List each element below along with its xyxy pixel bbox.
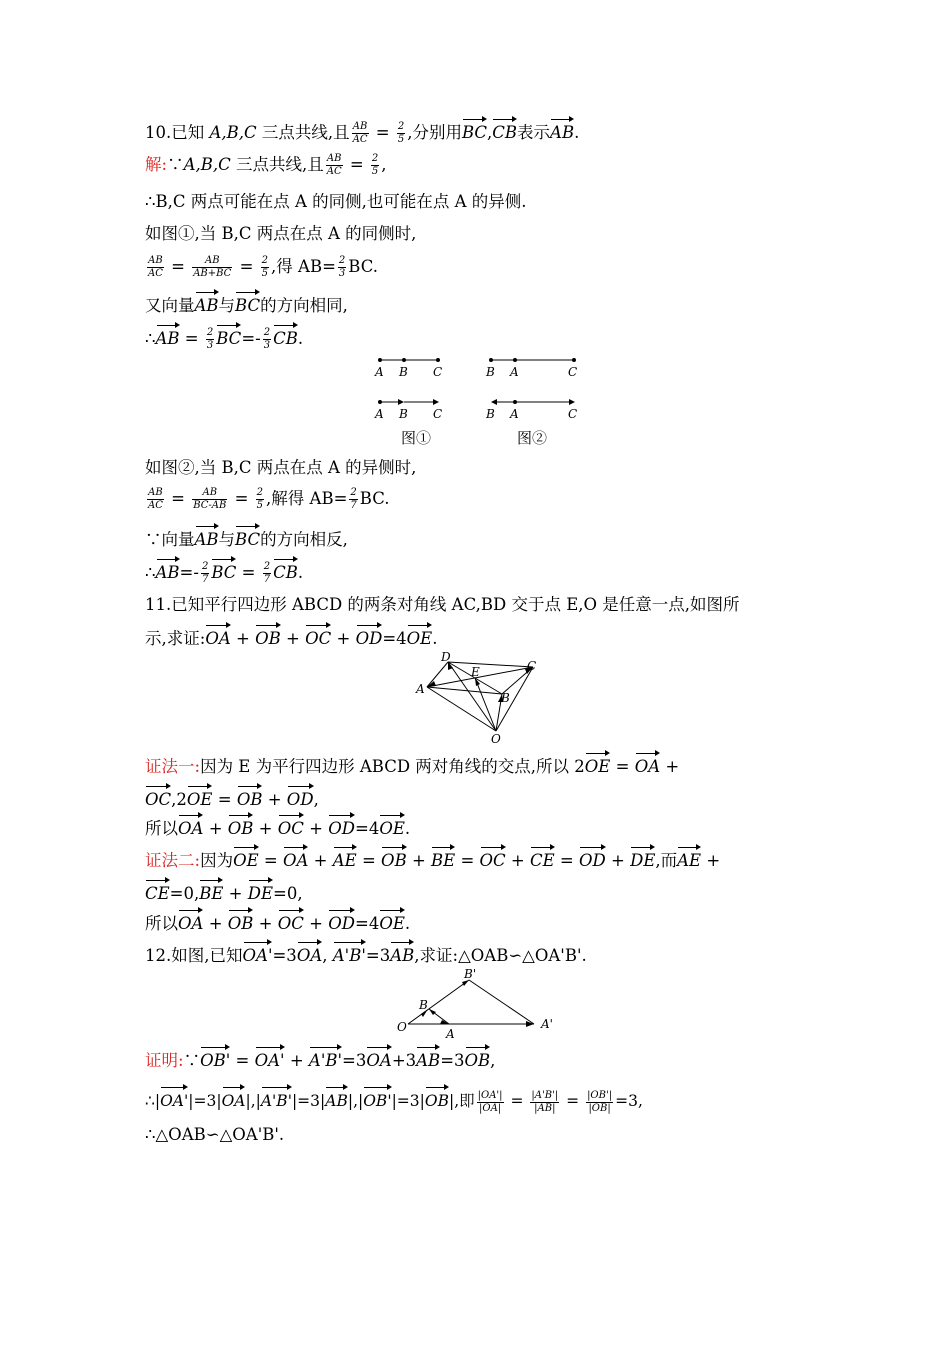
- point-a-label: A: [416, 682, 425, 696]
- fig1-label-c: C: [433, 365, 443, 379]
- solution-line-7: 如图②,当 B,C 两点在点 A 的异侧时,: [145, 458, 417, 477]
- solution-line-3: 如图①,当 B,C 两点在点 A 的同侧时,: [145, 224, 417, 243]
- method-1-line-2: OC,2OE = OB + OD,: [145, 785, 319, 812]
- fig1-label-a: A: [375, 365, 384, 379]
- fig1-label-b2: B: [399, 407, 408, 421]
- fig1-label-c2: C: [433, 407, 443, 421]
- solution-line-8: $\frac{AB}{AC}$ = $\frac{AB}{BC-AB}$ = $\frac{2}{5}$ ,解得 AB= $\frac{2}{7}$ BC.: [148, 487, 390, 511]
- point-c-label: C: [527, 659, 537, 673]
- fig1-label-a2: A: [375, 407, 384, 421]
- fig2-label-c2: C: [568, 407, 578, 421]
- point-a-prime-label: A': [541, 1017, 553, 1031]
- solution-line-4: $\frac{AB}{AC}$ = $\frac{AB}{AB+BC}$ = $\frac{2}{5}$ ,得 AB= $\frac{2}{3}$ BC.: [148, 255, 378, 279]
- proof-line-3: ∴△OAB∽△OA'B'.: [145, 1125, 285, 1144]
- point-b-label-12: B: [419, 998, 428, 1012]
- solution-line-6: ∴AB = $\frac{2}{3}$ BC=- $\frac{2}{3}$ CB.: [145, 324, 303, 352]
- point-b-prime-label: B': [464, 967, 477, 981]
- problem-10-question: 10.已知 A,B,C 三点共线,且 $\frac{AB}{AC}$ = $\frac{2}{5}$ ,分别用BC,CB表示AB.: [145, 118, 579, 146]
- fig2-label-b: B: [486, 365, 495, 379]
- point-b-label: B: [501, 691, 510, 705]
- method-1-label: 证法一:: [145, 757, 201, 776]
- method-2-line-3: 所以OA + OB + OC + OD=4OE.: [145, 909, 410, 936]
- method-1-line-3: 所以OA + OB + OC + OD=4OE.: [145, 814, 410, 841]
- figure-1-diagram: [370, 352, 460, 427]
- point-o-label: O: [491, 732, 501, 746]
- proof-line-1: 证明:∵OB' = OA' + A'B'=3OA+3AB=3OB,: [145, 1046, 495, 1073]
- point-d-label: D: [441, 650, 451, 664]
- solution-label: 解:: [145, 155, 168, 174]
- fig1-label-b: B: [399, 365, 408, 379]
- fig2-label-c: C: [568, 365, 578, 379]
- solution-line-5: 又向量AB与BC的方向相同,: [145, 291, 348, 318]
- fig2-label-a: A: [510, 365, 519, 379]
- solution-line-10: ∴AB=- $\frac{2}{7}$ BC = $\frac{2}{7}$ CB.: [145, 558, 303, 586]
- proof-label: 证明:: [145, 1051, 184, 1070]
- method-2-line-2: CE=0,BE + DE=0,: [145, 879, 303, 906]
- problem-12-question: 12.如图,已知OA'=3OA, A'B'=3AB,求证:△OAB∽△OA'B'.: [145, 941, 587, 968]
- figure-2-caption: 图②: [517, 429, 548, 447]
- figure-2-diagram: [483, 352, 583, 427]
- solution-line-9: ∵向量AB与BC的方向相反,: [145, 525, 348, 552]
- fig2-label-b2: B: [486, 407, 495, 421]
- method-1-line-1: 证法一:因为 E 为平行四边形 ABCD 两对角线的交点,所以 2OE = OA +: [145, 752, 679, 779]
- triangle-diagram: [395, 965, 565, 1045]
- fig2-label-a2: A: [510, 407, 519, 421]
- parallelogram-diagram: [410, 650, 550, 750]
- figure-1-caption: 图①: [401, 429, 432, 447]
- point-a-label-12: A: [446, 1027, 455, 1041]
- problem-11-question-line-1: 11.已知平行四边形 ABCD 的两条对角线 AC,BD 交于点 E,O 是任意一点,如图所: [145, 595, 740, 614]
- point-o-label-12: O: [397, 1020, 407, 1034]
- solution-line-1: 解:∵A,B,C 三点共线,且 $\frac{AB}{AC}$ = $\frac{2}{5}$ ,: [145, 153, 387, 177]
- point-e-label: E: [471, 665, 480, 679]
- solution-line-2: ∴B,C 两点可能在点 A 的同侧,也可能在点 A 的异侧.: [145, 192, 527, 211]
- method-2-line-1: 证法二:因为OE = OA + AE = OB + BE = OC + CE = OD + DE,而AE +: [145, 846, 720, 873]
- method-2-label: 证法二:: [145, 851, 201, 870]
- proof-line-2: ∴|OA'|=3|OA|,|A'B'|=3|AB|,|OB'|=3|OB|,即 $\frac{|OA'|}{|OA|}$ = $\frac{|A'B'|}{|AB|}$ = $\frac{|OB'|}{|OB|}$ =3,: [145, 1086, 643, 1115]
- problem-11-question-line-2: 示,求证:OA + OB + OC + OD=4OE.: [145, 624, 437, 651]
